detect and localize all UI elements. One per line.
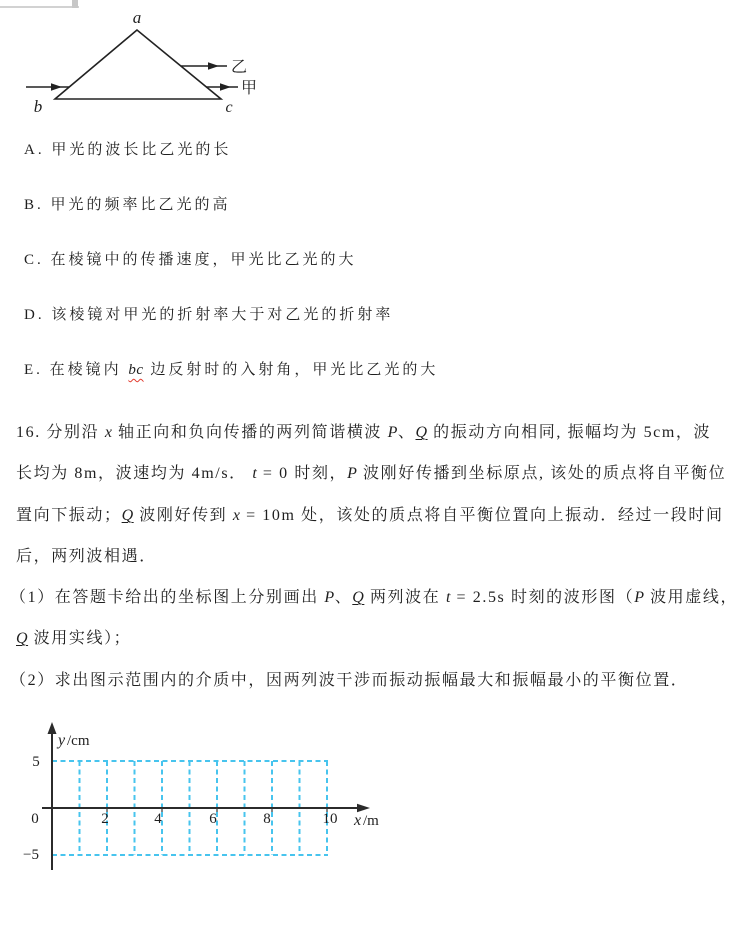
y-tick-minus-5: −5 (23, 847, 39, 863)
question-line-6 (16, 628, 131, 650)
variable-text: Q (121, 507, 134, 524)
variable-text: t (252, 465, 258, 482)
plain-text: （2）求出图示范围内的介质中，因两列波干涉而振动振幅最大和振幅最小的平衡位置． (10, 672, 689, 689)
plain-text: 轴正向和负向传播的两列简谐横波 (112, 424, 388, 441)
exit-ray-jia-arrowhead (220, 83, 231, 91)
plain-text: 波用实线）； (28, 630, 132, 647)
plain-text: （1）在答题卡给出的坐标图上分别画出 (10, 589, 325, 606)
plain-text: C. 在棱镜中的传播速度，甲光比乙光的大 (24, 252, 357, 268)
question-line-5 (10, 587, 738, 609)
option-c (24, 250, 357, 270)
plain-text: B. 甲光的频率比乙光的高 (24, 197, 231, 213)
exit-ray-jia-label: 甲 (241, 80, 258, 97)
question-line-7 (10, 670, 688, 692)
variable-text: Q (352, 589, 365, 606)
exit-ray-yi (181, 62, 227, 70)
variable-text: Q (16, 630, 29, 647)
variable-text: x (104, 424, 113, 441)
x-tick-10: 10 (322, 811, 338, 827)
question-line-2 (16, 463, 726, 485)
plain-text: 后，两列波相遇． (16, 548, 157, 565)
variable-text: t (445, 589, 451, 606)
variable-text: bc (128, 362, 144, 378)
incident-ray (26, 83, 69, 91)
x-axis-title-var: x (354, 812, 362, 829)
question-line-3 (16, 505, 724, 527)
prism-vertex-c-label: c (225, 99, 233, 116)
exit-ray-yi-arrowhead (208, 62, 219, 70)
plain-text: = 0 时刻， (257, 465, 348, 482)
plain-text: 、 (334, 589, 353, 606)
corner-fragment-vertical (72, 0, 78, 8)
plain-text: 置向下振动； (16, 507, 122, 524)
prism-diagram (18, 8, 288, 120)
option-e (24, 360, 438, 380)
prism-vertex-b-label: b (33, 97, 43, 116)
plain-text: 的振动方向相同, 振幅均为 5cm，波 (427, 424, 712, 441)
plain-text: 边反射时的入射角，甲光比乙光的大 (143, 362, 439, 378)
x-tick-2: 2 (101, 811, 109, 827)
variable-text: P (347, 465, 358, 482)
prism-vertex-a-label: a (132, 8, 142, 27)
variable-text: x (232, 507, 241, 524)
plain-text: A. 甲光的波长比乙光的长 (24, 142, 232, 158)
prism-triangle (55, 30, 221, 99)
plain-text: = 2.5s 时刻的波形图（ (450, 589, 635, 606)
y-axis-title-unit: /cm (67, 733, 90, 749)
variable-text: P (387, 424, 398, 441)
plain-text: 波用虚线， (644, 589, 739, 606)
x-tick-6: 6 (209, 811, 217, 827)
wave-grid-chart (20, 718, 420, 888)
exit-ray-yi-label: 乙 (231, 59, 248, 76)
option-b (24, 195, 231, 215)
plain-text: 16. 分别沿 (16, 424, 105, 441)
plain-text: 波刚好传播到坐标原点, 该处的质点将自平衡位 (357, 465, 727, 482)
x-axis-arrowhead (357, 804, 370, 812)
plain-text: = 10m 处，该处的质点将自平衡位置向上振动．经过一段时间 (240, 507, 724, 524)
x-tick-4: 4 (154, 811, 162, 827)
x-axis-title-unit: /m (363, 813, 379, 829)
y-tick-5: 5 (32, 754, 40, 770)
variable-text: P (324, 589, 335, 606)
plain-text: D. 该棱镜对甲光的折射率大于对乙光的折射率 (24, 307, 394, 323)
plain-text: 两列波在 (364, 589, 446, 606)
y-axis-title-var: y (58, 732, 66, 749)
plain-text: 波刚好传到 (133, 507, 233, 524)
plain-text: E. 在棱镜内 (24, 362, 129, 378)
plain-text: 、 (397, 424, 416, 441)
y-axis-arrowhead (48, 722, 57, 734)
x-tick-8: 8 (263, 811, 271, 827)
variable-text: Q (415, 424, 428, 441)
incident-ray-arrowhead (51, 83, 62, 91)
axes (42, 730, 360, 870)
origin-label: 0 (31, 811, 39, 827)
plain-text: 长均为 8m，波速均为 4m/s． (16, 465, 253, 482)
question-line-1 (16, 422, 711, 444)
question-line-4 (16, 546, 157, 568)
option-d (24, 305, 393, 325)
variable-text: P (634, 589, 645, 606)
option-a (24, 140, 231, 160)
